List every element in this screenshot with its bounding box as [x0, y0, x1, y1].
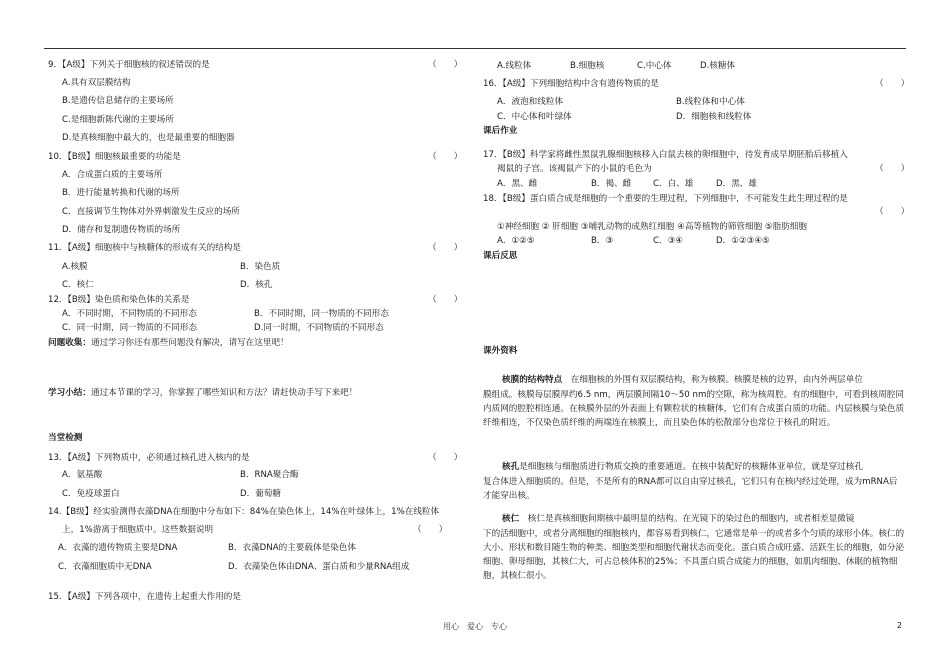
para-hekong-body: 复合体进入细胞质的。但是，不是所有的RNA都可以自由穿过核孔，它们只有在核内经过处理，成为mRNA后才能穿出核。 — [483, 477, 898, 501]
q12-stem: 12．【B级】染色质和染色体的关系是 — [48, 295, 190, 305]
para-heren-text1: 核仁是真核细胞间期核中最明显的结构。在光镜下的染过色的细胞内，或者相差显微镜 — [527, 514, 855, 524]
page-footer: 用心 爱心 专心 — [443, 622, 507, 631]
para-hemo-text1: 在细胞核的外围有双层膜结构，称为核膜。核膜是核的边界，由内外两层单位 — [570, 375, 863, 385]
q18-option-d: D．①②③④⑤ — [716, 236, 770, 246]
q13-option-a: A．氨基酸 — [62, 470, 103, 480]
q9-option-d: D.是真核细胞中最大的，也是最重要的细胞器 — [62, 133, 235, 143]
q10-option-d: D．储存和复制遗传物质的场所 — [62, 225, 181, 235]
q9-paren: （ ） — [428, 60, 463, 70]
q17-option-c: C．白、雄 — [653, 179, 694, 189]
q14-option-c: C．衣藻细胞质中无DNA — [58, 562, 152, 572]
q16-option-b: B.线粒体和中心体 — [676, 97, 745, 107]
q11-option-a: A.核膜 — [62, 262, 88, 272]
q17-option-a: A．黑、雌 — [497, 179, 538, 189]
para-hemo-title: 核膜的结构特点 — [502, 375, 563, 385]
q15-option-c: C.中心体 — [637, 61, 672, 71]
q17-stem-line1: 17．【B级】科学家将雌性黑鼠乳腺细胞核移入白鼠去核的卵细胞中，待发育成早期胚胎后移植入 — [483, 150, 848, 160]
q11-stem: 11．【A级】细胞核中与核糖体的形成有关的结构是 — [48, 243, 241, 253]
header-rule — [44, 48, 906, 49]
q14-stem-line1: 14.【B级】经实验测得衣藻DNA在细胞中分布如下：84%在染色体上，14%在叶绿体上，1%在线粒体 — [48, 507, 440, 517]
q16-paren: （ ） — [875, 79, 910, 89]
q17-option-b: B．褐、雌 — [591, 179, 632, 189]
q11-option-b: B．染色质 — [240, 262, 281, 272]
q17-stem-line2: 褐鼠的子宫。该褐鼠产下的小鼠的毛色为 — [497, 164, 652, 174]
xiaojie-text: 通过本节课的学习，你掌握了哪些知识和方法？请赶快动手写下来吧！ — [90, 388, 358, 398]
q16-stem: 16．【A级】下列细胞结构中含有遗传物质的是 — [483, 79, 659, 89]
q17-option-d: D．黑、雄 — [716, 179, 757, 189]
para-heren-line1 — [502, 513, 854, 525]
q16-option-c: C．中心体和叶绿体 — [497, 112, 572, 122]
q18-stem: 18．【B级】蛋白质合成是细胞的一个重要的生理过程，下列细胞中，不可能发生此生理过程的是 — [483, 194, 848, 204]
q15-stem: 15．【A级】下列各项中，在遗传上起重大作用的是 — [48, 592, 241, 602]
wenti-text: 通过学习你还有那些问题没有解决，请写在这里吧！ — [90, 338, 289, 348]
q17-paren: （ ） — [875, 164, 910, 174]
q14-option-d: D．衣藻染色体由DNA、蛋白质和少量RNA组成 — [228, 562, 410, 572]
q16-option-a: A．液泡和线粒体 — [497, 97, 564, 107]
q13-option-b: B．RNA聚合酶 — [240, 470, 299, 480]
para-hekong-line1 — [502, 461, 863, 473]
q13-option-c: C．免疫球蛋白 — [62, 489, 120, 499]
q18-option-a: A．①②⑤ — [497, 236, 535, 246]
q9-option-b: B.是遗传信息储存的主要场所 — [62, 96, 174, 106]
q10-option-c: C．直接调节生物体对外界刺激发生反应的场所 — [62, 207, 240, 217]
para-hekong-text1: 是细胞核与细胞质进行物质交换的重要通道。在核中装配好的核糖体亚单位，就是穿过核孔 — [519, 462, 863, 472]
q9-option-c: C.是细胞新陈代谢的主要场所 — [62, 115, 174, 125]
q11-paren: （ ） — [428, 243, 463, 253]
q18-items: ①神经细胞 ② 肝细胞 ③哺乳动物的成熟红细胞 ④高等植物的筛管细胞 ⑤脂肪细胞 — [497, 222, 807, 232]
q12-option-c: C．同一时期，同一物质的不同形态 — [62, 323, 197, 333]
q11-option-c: C．核仁 — [62, 280, 94, 290]
q15-option-d: D.核糖体 — [700, 61, 736, 71]
q10-stem: 10．【B级】细胞核最重要的功能是 — [48, 152, 181, 162]
page-number: 2 — [896, 621, 902, 630]
q18-option-b: B．③ — [591, 236, 614, 246]
q18-option-c: C．③④ — [653, 236, 684, 246]
section-kewai-ziliao: 课外资料 — [483, 346, 518, 356]
q11-option-d: D．核孔 — [240, 280, 273, 290]
section-kehou-zuoye: 课后作业 — [483, 126, 518, 136]
section-kehou-fansi: 课后反思 — [483, 251, 518, 261]
para-hekong-title: 核孔 — [502, 462, 520, 472]
q12-option-b: B．不同时期，同一物质的不同形态 — [254, 309, 389, 319]
q10-option-a: A．合成蛋白质的主要场所 — [62, 170, 163, 180]
q12-paren: （ ） — [428, 295, 463, 305]
q9-option-a: A.具有双层膜结构 — [62, 78, 131, 88]
q18-paren: （ ） — [875, 207, 910, 217]
q13-stem: 13．【A级】下列物质中，必须通过核孔进入核内的是 — [48, 453, 250, 463]
section-dangtang-jiance: 当堂检测 — [48, 433, 83, 443]
xiaojie-label: 学习小结： — [48, 388, 91, 398]
q12-option-d: D.同一时期，不同物质的不同形态 — [254, 323, 384, 333]
para-heren-title: 核仁 — [502, 514, 520, 524]
q9-stem: 9．【A级】下列关于细胞核的叙述错误的是 — [48, 60, 210, 70]
q14-stem-line2: 上，1%游离于细胞质中。这些数据说明 — [62, 525, 214, 535]
para-hemo-body: 膜组成。核膜每层膜厚约6.5 nm，两层膜间隔10～50 nm的空隙，称为核周腔。有的细胞中，可看到核周腔同内质网的腔腔相连通。在核膜外层的外表面上有颗粒状的核糖体，它们有合成蛋白质的功能。内层核膜与染色质纤维相连，不仅染色质纤维的两端连在核膜上，而且染色体的松散部分也常位于核孔的附近。 — [483, 390, 905, 428]
q10-option-b: B．进行能量转换和代谢的场所 — [62, 188, 180, 198]
q12-option-a: A．不同时期，不同物质的不同形态 — [62, 309, 197, 319]
q15-option-a: A.线粒体 — [497, 61, 532, 71]
q13-paren: （ ） — [428, 453, 463, 463]
q15-option-b: B.细胞核 — [570, 61, 605, 71]
q14-paren: （ ） — [413, 525, 448, 535]
xuexi-xiaojie — [48, 387, 357, 399]
q14-option-b: B．衣藻DNA的主要载体是染色体 — [228, 543, 356, 553]
wenti-label: 问题收集： — [48, 338, 91, 348]
para-heren-body: 下的活细胞中，或者分离细胞的细胞核内，都容易看到核仁，它通常是单一的或者多个匀质的球形小体。核仁的大小、形状和数目随生物的种类、细胞类型和细胞代谢状态而变化。蛋白质合成旺盛、活跃生长的细胞，如分泌细胞、卵母细胞，其核仁大，可占总核体积的25%；不具蛋白质合成能力的细胞，如肌肉细胞、休眠的植物细胞，其核仁很小。 — [483, 529, 905, 581]
q10-paren: （ ） — [428, 152, 463, 162]
q13-option-d: D．葡萄糖 — [240, 489, 281, 499]
q16-option-d: D．细胞核和线粒体 — [676, 112, 752, 122]
wenti-shouji — [48, 337, 289, 349]
q14-option-a: A．衣藻的遗传物质主要是DNA — [58, 543, 178, 553]
para-hemo-line1 — [502, 374, 863, 386]
